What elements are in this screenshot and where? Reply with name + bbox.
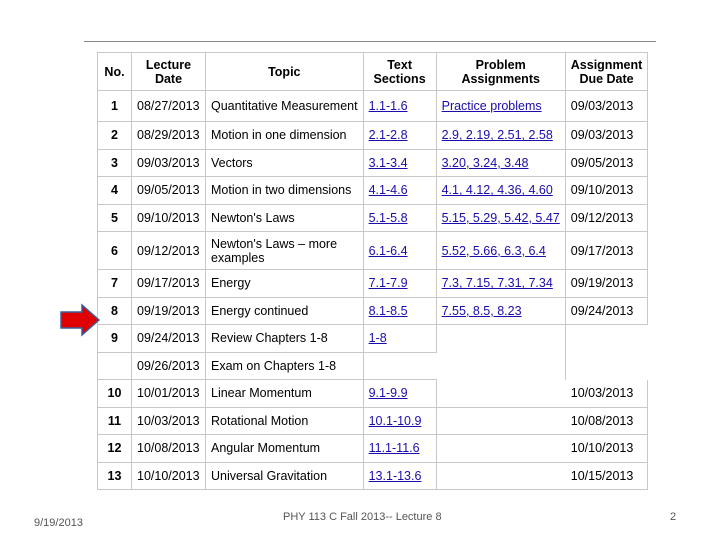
cell-problem-assignments[interactable] — [436, 270, 565, 298]
cell-no: 9 — [98, 325, 132, 353]
cell-no: 1 — [98, 91, 132, 122]
text-sections-link[interactable]: 7.1-7.9 — [368, 276, 408, 291]
text-sections-link[interactable]: 8.1-8.5 — [368, 303, 408, 318]
cell-topic: Energy — [206, 270, 364, 298]
cell-topic: Linear Momentum — [206, 380, 364, 408]
cell-topic: Newton's Laws — [206, 204, 364, 232]
cell-topic: Rotational Motion — [206, 407, 364, 435]
table-row — [98, 122, 648, 150]
header-text-sections: Text Sections — [363, 53, 436, 91]
table-row — [98, 177, 648, 205]
cell-topic: Universal Gravitation — [206, 462, 364, 490]
cell-lecture-date: 09/12/2013 — [132, 232, 206, 270]
text-sections-link[interactable]: 9.1-9.9 — [368, 386, 408, 401]
cell-text-sections[interactable] — [363, 270, 436, 298]
current-lecture-arrow-icon — [60, 303, 100, 337]
header-topic: Topic — [206, 53, 364, 91]
cell-no: 3 — [98, 149, 132, 177]
text-sections-link[interactable]: 1-8 — [368, 331, 387, 346]
cell-problem-assignments[interactable] — [436, 204, 565, 232]
cell-lecture-date: 09/26/2013 — [132, 352, 206, 380]
cell-topic: Review Chapters 1-8 — [206, 325, 364, 353]
text-sections-link[interactable]: 5.1-5.8 — [368, 210, 408, 225]
problem-assignments-link[interactable]: 5.15, 5.29, 5.42, 5.47 — [441, 210, 560, 225]
cell-due-date: 10/10/2013 — [565, 435, 648, 463]
table-header-row — [98, 53, 648, 91]
cell-text-sections[interactable] — [363, 325, 436, 353]
header-due-date: Assignment Due Date — [565, 53, 648, 91]
cell-no: 12 — [98, 435, 132, 463]
table-row — [98, 297, 648, 325]
cell-due-date: 09/10/2013 — [565, 177, 648, 205]
problem-assignments-link[interactable]: 7.55, 8.5, 8.23 — [441, 303, 522, 318]
cell-lecture-date: 08/27/2013 — [132, 91, 206, 122]
cell-lecture-date: 10/01/2013 — [132, 380, 206, 408]
text-sections-link[interactable]: 2.1-2.8 — [368, 128, 408, 143]
cell-text-sections[interactable] — [363, 177, 436, 205]
cell-due-date: 10/15/2013 — [565, 462, 648, 490]
cell-topic: Motion in one dimension — [206, 122, 364, 150]
cell-lecture-date: 10/08/2013 — [132, 435, 206, 463]
table-row — [98, 149, 648, 177]
text-sections-link[interactable]: 13.1-13.6 — [368, 468, 422, 483]
cell-no: 7 — [98, 270, 132, 298]
cell-due-date: 09/05/2013 — [565, 149, 648, 177]
text-sections-link[interactable]: 6.1-6.4 — [368, 243, 408, 258]
text-sections-link[interactable]: 1.1-1.6 — [368, 99, 408, 113]
cell-no: 10 — [98, 380, 132, 408]
table-row — [98, 204, 648, 232]
cell-lecture-date: 09/17/2013 — [132, 270, 206, 298]
header-no: No. — [98, 53, 132, 91]
cell-problem-assignments[interactable] — [436, 232, 565, 270]
cell-due-date: 09/03/2013 — [565, 122, 648, 150]
cell-lecture-date: 10/03/2013 — [132, 407, 206, 435]
cell-no: 5 — [98, 204, 132, 232]
cell-problem-assignments — [436, 352, 565, 380]
cell-due-date: 10/08/2013 — [565, 407, 648, 435]
problem-assignments-link[interactable]: 2.9, 2.19, 2.51, 2.58 — [441, 128, 553, 143]
text-sections-link[interactable]: 10.1-10.9 — [368, 413, 422, 428]
header-lecture-date: Lecture Date — [132, 53, 206, 91]
cell-text-sections[interactable] — [363, 122, 436, 150]
cell-topic: Motion in two dimensions — [206, 177, 364, 205]
cell-lecture-date: 09/03/2013 — [132, 149, 206, 177]
cell-problem-assignments — [436, 407, 565, 435]
cell-due-date: 10/03/2013 — [565, 380, 648, 408]
cell-text-sections[interactable] — [363, 91, 436, 122]
cell-topic: Exam on Chapters 1-8 — [206, 352, 364, 380]
cell-lecture-date: 08/29/2013 — [132, 122, 206, 150]
table-row — [98, 407, 648, 435]
cell-lecture-date: 10/10/2013 — [132, 462, 206, 490]
cell-topic: Quantitative Measurement — [206, 91, 364, 122]
cell-problem-assignments[interactable] — [436, 91, 565, 122]
cell-text-sections[interactable] — [363, 204, 436, 232]
cell-text-sections — [363, 352, 436, 380]
footer-page-number: 2 — [670, 511, 677, 523]
text-sections-link[interactable]: 3.1-3.4 — [368, 155, 408, 170]
cell-text-sections[interactable] — [363, 149, 436, 177]
cell-problem-assignments[interactable] — [436, 122, 565, 150]
cell-due-date: 09/17/2013 — [565, 232, 648, 270]
cell-text-sections[interactable] — [363, 380, 436, 408]
cell-problem-assignments[interactable] — [436, 177, 565, 205]
table-row — [98, 435, 648, 463]
cell-no: 13 — [98, 462, 132, 490]
cell-problem-assignments — [436, 325, 565, 353]
table-row — [98, 91, 648, 122]
footer-lecture-title: PHY 113 C Fall 2013-- Lecture 8 — [283, 511, 442, 523]
cell-text-sections[interactable] — [363, 232, 436, 270]
cell-due-date: 09/03/2013 — [565, 91, 648, 122]
cell-problem-assignments — [436, 380, 565, 408]
cell-problem-assignments[interactable] — [436, 149, 565, 177]
cell-due-date: 09/12/2013 — [565, 204, 648, 232]
cell-no: 11 — [98, 407, 132, 435]
cell-lecture-date: 09/19/2013 — [132, 297, 206, 325]
table-row — [98, 462, 648, 490]
problem-assignments-link[interactable]: 5.52, 5.66, 6.3, 6.4 — [441, 243, 546, 258]
cell-problem-assignments[interactable] — [436, 297, 565, 325]
cell-no — [98, 352, 132, 380]
cell-topic: Angular Momentum — [206, 435, 364, 463]
cell-lecture-date: 09/24/2013 — [132, 325, 206, 353]
problem-assignments-link[interactable]: 3.20, 3.24, 3.48 — [441, 155, 529, 170]
cell-no: 6 — [98, 232, 132, 270]
problem-assignments-link[interactable]: Practice problems — [441, 99, 542, 113]
top-rule — [84, 41, 656, 42]
table-row — [98, 270, 648, 298]
cell-topic: Vectors — [206, 149, 364, 177]
cell-topic: Newton's Laws – more examples — [206, 232, 364, 270]
cell-text-sections[interactable] — [363, 407, 436, 435]
header-problem-assignments: Problem Assignments — [436, 53, 565, 91]
cell-lecture-date: 09/10/2013 — [132, 204, 206, 232]
cell-text-sections[interactable] — [363, 462, 436, 490]
cell-lecture-date: 09/05/2013 — [132, 177, 206, 205]
table-row — [98, 232, 648, 270]
cell-due-date — [565, 352, 648, 380]
table-row — [98, 325, 648, 353]
cell-no: 2 — [98, 122, 132, 150]
schedule-table — [97, 52, 648, 490]
cell-topic: Energy continued — [206, 297, 364, 325]
table-row — [98, 352, 648, 380]
cell-problem-assignments — [436, 435, 565, 463]
cell-text-sections[interactable] — [363, 297, 436, 325]
problem-assignments-link[interactable]: 7.3, 7.15, 7.31, 7.34 — [441, 276, 553, 291]
cell-problem-assignments — [436, 462, 565, 490]
problem-assignments-link[interactable]: 4.1, 4.12, 4.36, 4.60 — [441, 183, 553, 198]
text-sections-link[interactable]: 4.1-4.6 — [368, 183, 408, 198]
cell-text-sections[interactable] — [363, 435, 436, 463]
cell-due-date: 09/24/2013 — [565, 297, 648, 325]
footer-date: 9/19/2013 — [34, 517, 83, 529]
cell-due-date: 09/19/2013 — [565, 270, 648, 298]
table-row — [98, 380, 648, 408]
cell-no: 8 — [98, 297, 132, 325]
cell-no: 4 — [98, 177, 132, 205]
cell-due-date — [565, 325, 648, 353]
text-sections-link[interactable]: 11.1-11.6 — [368, 441, 420, 456]
